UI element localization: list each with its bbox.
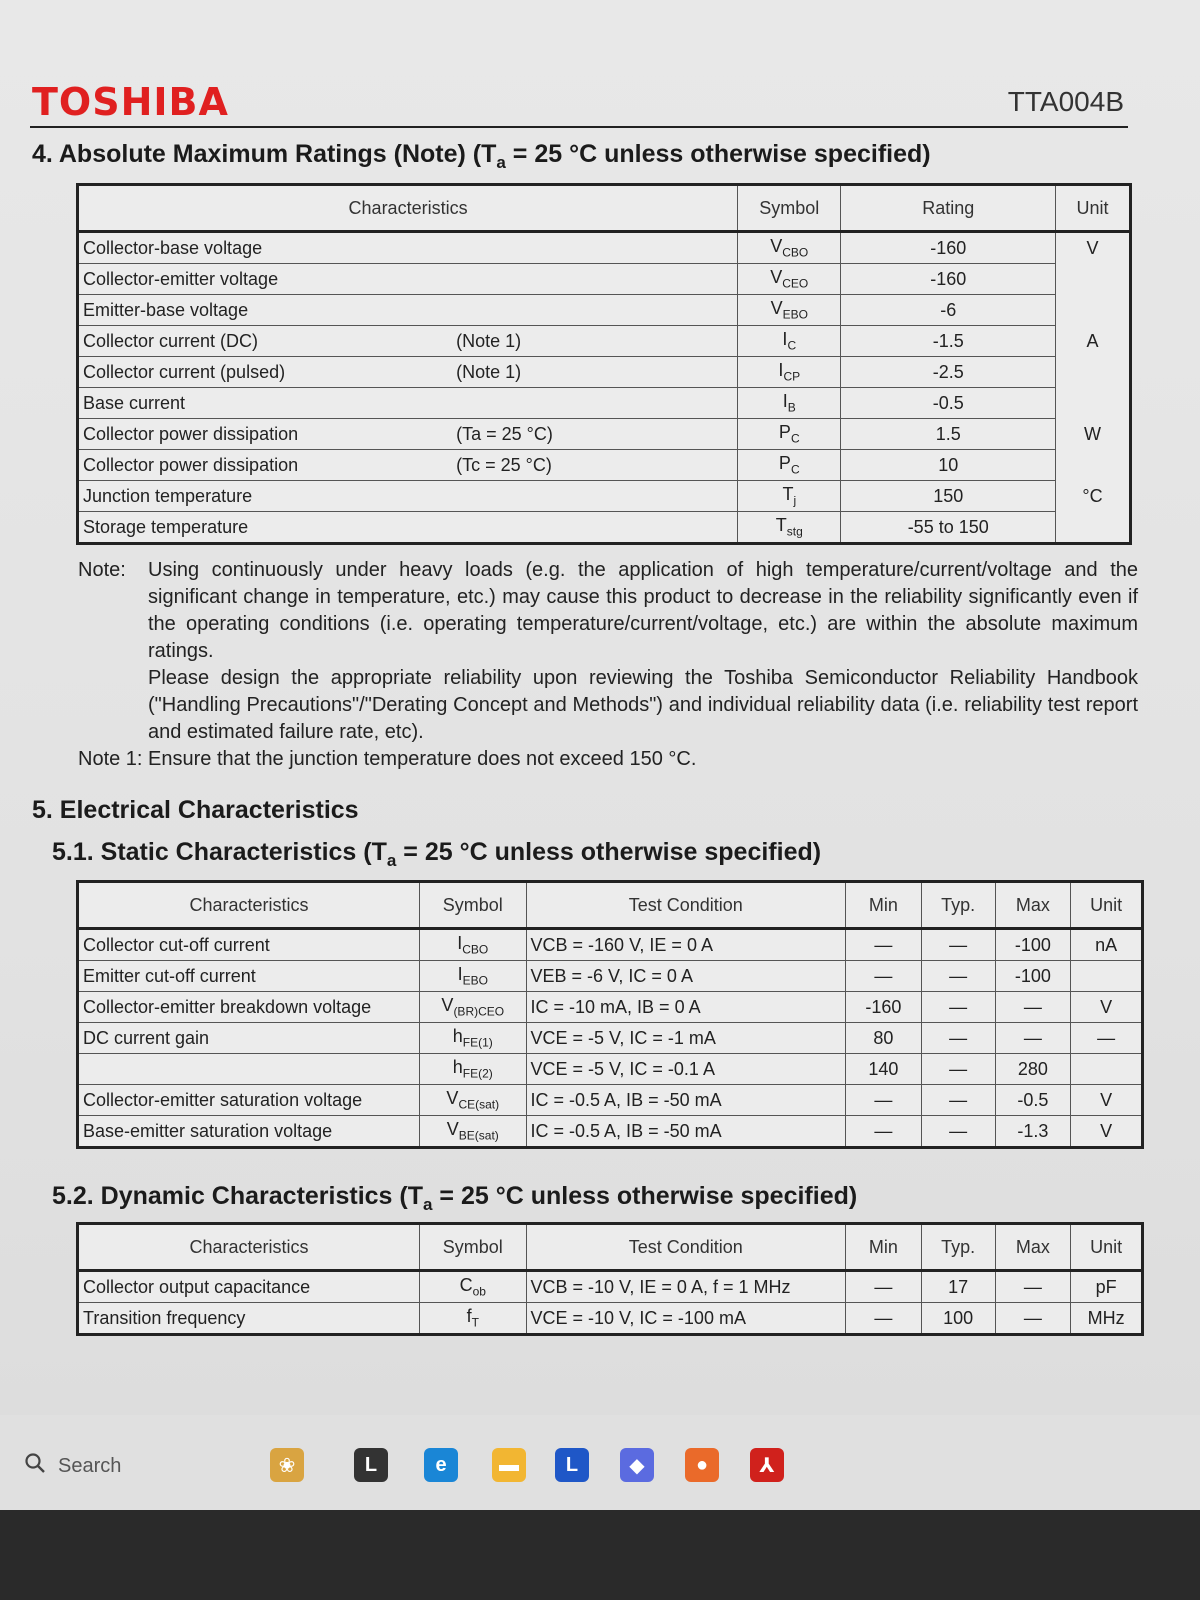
value-typ: — xyxy=(921,961,995,992)
symbol-main: P xyxy=(778,422,791,443)
section4-title: 4. Absolute Maximum Ratings (Note) ($T_a = 25$ °C unless otherwise specified) xyxy=(32,140,931,172)
value-max: — xyxy=(995,1271,1071,1303)
l-app-icon[interactable]: L xyxy=(354,1448,388,1482)
table-row xyxy=(78,1023,1143,1054)
symbol xyxy=(420,1271,527,1303)
table-row xyxy=(78,1054,1143,1085)
col-header: Characteristics xyxy=(78,882,420,929)
test-condition: VCB = -160 V, IE = 0 A xyxy=(526,929,846,961)
unit xyxy=(1056,512,1131,544)
value-typ: — xyxy=(921,929,995,961)
value-max: — xyxy=(995,992,1071,1023)
value-unit: — xyxy=(1071,1023,1143,1054)
value-max: -1.3 xyxy=(995,1116,1071,1148)
value-typ: — xyxy=(921,1054,995,1085)
char-name: Base current xyxy=(78,388,453,419)
symbol-main: I xyxy=(782,391,788,412)
symbol xyxy=(420,1085,527,1116)
symbol-main: V xyxy=(770,298,783,319)
symbol xyxy=(420,929,527,961)
value-max: -0.5 xyxy=(995,1085,1071,1116)
test-condition: IC = -10 mA, IB = 0 A xyxy=(526,992,846,1023)
value-min: — xyxy=(846,1303,922,1335)
test-condition: IC = -0.5 A, IB = -50 mA xyxy=(526,1085,846,1116)
rating-row xyxy=(78,419,1131,450)
char-condition xyxy=(452,232,738,264)
value-min: 140 xyxy=(846,1054,922,1085)
test-condition: VCB = -10 V, IE = 0 A, f = 1 MHz xyxy=(526,1271,846,1303)
value-min: — xyxy=(846,929,922,961)
rating-value: -160 xyxy=(841,264,1056,295)
char-name xyxy=(78,1054,420,1085)
char-name: Collector-base voltage xyxy=(78,232,453,264)
rating-value: 150 xyxy=(841,481,1056,512)
col-header: Symbol xyxy=(738,185,841,232)
symbol xyxy=(738,232,841,264)
symbol-sub: CE(sat) xyxy=(458,1097,500,1112)
col-header: Characteristics xyxy=(78,185,738,232)
symbol-sub: B xyxy=(787,400,796,415)
rating-value: 1.5 xyxy=(841,419,1056,450)
value-min: -160 xyxy=(846,992,922,1023)
value-min: 80 xyxy=(846,1023,922,1054)
edge-icon[interactable]: e xyxy=(424,1448,458,1482)
symbol xyxy=(738,419,841,450)
note-text: Using continuously under heavy loads (e.g. the application of high temperature/current/voltage and the significant change in temperature, etc.) may cause this product to decrease in the reliability significantly even if the operating conditions (i.e. operating temperature/current/voltage, etc.) are within the absolute maximum ratings. xyxy=(148,559,1138,662)
symbol-sub: C xyxy=(787,338,797,353)
value-unit: V xyxy=(1071,1116,1143,1148)
char-condition: (Note 1) xyxy=(452,326,738,357)
symbol-main: P xyxy=(778,453,791,474)
symbol-main: I xyxy=(457,933,463,954)
char-condition: (Ta = 25 °C) xyxy=(452,419,738,450)
symbol-sub: ob xyxy=(472,1284,486,1299)
brand-logo: TOSHIBA xyxy=(32,80,229,124)
symbol-main: V xyxy=(441,995,454,1016)
col-header: Rating xyxy=(841,185,1056,232)
rating-value: -1.5 xyxy=(841,326,1056,357)
value-typ: — xyxy=(921,1116,995,1148)
acrobat-icon[interactable]: ⅄ xyxy=(750,1448,784,1482)
taskbar-search[interactable] xyxy=(24,1452,121,1480)
rating-row xyxy=(78,232,1131,264)
symbol-main: T xyxy=(775,515,787,536)
col-header: Unit xyxy=(1071,1224,1143,1271)
symbol-main: T xyxy=(782,484,794,505)
rating-value: -160 xyxy=(841,232,1056,264)
char-name: Junction temperature xyxy=(78,481,453,512)
col-header: Characteristics xyxy=(78,1224,420,1271)
symbol-sub: CEO xyxy=(782,276,809,291)
char-name: Transition frequency xyxy=(78,1303,420,1335)
rating-row xyxy=(78,326,1131,357)
value-typ: — xyxy=(921,1023,995,1054)
col-header: Symbol xyxy=(420,1224,527,1271)
value-unit xyxy=(1071,1054,1143,1085)
char-name: Collector-emitter breakdown voltage xyxy=(78,992,420,1023)
symbol-sub: C xyxy=(790,431,800,446)
value-min: — xyxy=(846,1271,922,1303)
unit xyxy=(1056,357,1131,388)
symbol-sub: EBO xyxy=(782,307,808,322)
test-condition: VCE = -5 V, IC = -1 mA xyxy=(526,1023,846,1054)
symbol xyxy=(738,357,841,388)
search-icon xyxy=(24,1452,46,1480)
unit xyxy=(1056,388,1131,419)
rating-row xyxy=(78,481,1131,512)
rating-value: -55 to 150 xyxy=(841,512,1056,544)
unit xyxy=(1056,450,1131,481)
symbol xyxy=(420,992,527,1023)
section5-2-title: 5.2. Dynamic Characteristics ($T_a = 25$ °C unless otherwise specified) xyxy=(52,1182,858,1214)
char-condition: (Note 1) xyxy=(452,357,738,388)
note-text: Please design the appropriate reliability upon reviewing the Toshiba Semiconductor Reliability Handbook ("Handling Precautions"/"Derating Concept and Methods") and individual reliability data (i.e. reliability test report and estimated failure rate, etc). xyxy=(148,667,1138,743)
value-max: -100 xyxy=(995,929,1071,961)
char-name: DC current gain xyxy=(78,1023,420,1054)
symbol-main: C xyxy=(459,1275,473,1296)
symbol xyxy=(738,388,841,419)
table-row xyxy=(78,1271,1143,1303)
symbol-main: h xyxy=(452,1026,463,1047)
value-unit: V xyxy=(1071,992,1143,1023)
symbol-sub: C xyxy=(790,462,800,477)
table-row xyxy=(78,929,1143,961)
value-max: — xyxy=(995,1303,1071,1335)
char-name: Collector-emitter saturation voltage xyxy=(78,1085,420,1116)
note-label: Note: xyxy=(78,559,126,581)
rating-value: -0.5 xyxy=(841,388,1056,419)
symbol-main: V xyxy=(770,236,783,257)
value-typ: 17 xyxy=(921,1271,995,1303)
unit: °C xyxy=(1056,481,1131,512)
value-min: — xyxy=(846,1116,922,1148)
symbol-main: h xyxy=(452,1057,463,1078)
dynamic-characteristics-table xyxy=(76,1222,1144,1336)
symbol-sub: FE(1) xyxy=(462,1035,493,1050)
file-explorer-icon[interactable]: ▬ xyxy=(492,1448,526,1482)
symbol-main: I xyxy=(782,329,788,350)
char-condition xyxy=(452,512,738,544)
symbol-main: V xyxy=(770,267,783,288)
symbol xyxy=(738,264,841,295)
value-typ: — xyxy=(921,992,995,1023)
col-header: Unit xyxy=(1056,185,1131,232)
col-header: Typ. xyxy=(921,882,995,929)
char-name: Collector power dissipation xyxy=(78,419,453,450)
test-condition: VCE = -10 V, IC = -100 mA xyxy=(526,1303,846,1335)
value-min: — xyxy=(846,961,922,992)
static-characteristics-table xyxy=(76,880,1144,1149)
absolute-max-ratings-table xyxy=(76,183,1132,545)
symbol-sub: EBO xyxy=(462,973,488,988)
l-blue-app-icon[interactable]: L xyxy=(555,1448,589,1482)
header-rule xyxy=(30,126,1128,128)
table-row xyxy=(78,1116,1143,1148)
col-header: Max xyxy=(995,1224,1071,1271)
section5-title: 5. Electrical Characteristics xyxy=(32,796,359,824)
symbol-sub: FE(2) xyxy=(462,1066,493,1081)
char-name: Collector current (DC) xyxy=(78,326,453,357)
copilot-icon[interactable]: ◆ xyxy=(620,1448,654,1482)
value-max: — xyxy=(995,1023,1071,1054)
symbol-sub: CBO xyxy=(782,245,809,260)
rating-row xyxy=(78,264,1131,295)
col-header: Test Condition xyxy=(526,1224,846,1271)
symbol xyxy=(738,326,841,357)
symbol-main: V xyxy=(446,1088,459,1109)
table-row xyxy=(78,961,1143,992)
char-condition: (Tc = 25 °C) xyxy=(452,450,738,481)
value-typ: 100 xyxy=(921,1303,995,1335)
char-name: Collector power dissipation xyxy=(78,450,453,481)
symbol xyxy=(420,1054,527,1085)
char-condition xyxy=(452,388,738,419)
symbol xyxy=(738,481,841,512)
table-row xyxy=(78,1085,1143,1116)
rating-value: 10 xyxy=(841,450,1056,481)
char-name: Storage temperature xyxy=(78,512,453,544)
value-min: — xyxy=(846,1085,922,1116)
table-row xyxy=(78,1303,1143,1335)
rating-row xyxy=(78,450,1131,481)
test-condition: VCE = -5 V, IC = -0.1 A xyxy=(526,1054,846,1085)
symbol xyxy=(738,450,841,481)
symbol xyxy=(420,1303,527,1335)
symbol xyxy=(738,512,841,544)
symbol xyxy=(420,961,527,992)
char-name: Emitter cut-off current xyxy=(78,961,420,992)
rating-value: -2.5 xyxy=(841,357,1056,388)
firefox-icon[interactable]: ● xyxy=(685,1448,719,1482)
col-header: Symbol xyxy=(420,882,527,929)
symbol-sub: (BR)CEO xyxy=(453,1004,505,1019)
char-name: Collector current (pulsed) xyxy=(78,357,453,388)
value-max: 280 xyxy=(995,1054,1071,1085)
value-unit: nA xyxy=(1071,929,1143,961)
symbol-main: V xyxy=(446,1119,459,1140)
symbol xyxy=(420,1116,527,1148)
rating-value: -6 xyxy=(841,295,1056,326)
char-name: Collector cut-off current xyxy=(78,929,420,961)
test-condition: IC = -0.5 A, IB = -50 mA xyxy=(526,1116,846,1148)
char-name: Emitter-base voltage xyxy=(78,295,453,326)
section5-1-title: 5.1. Static Characteristics ($T_a = 25$ °C unless otherwise specified) xyxy=(52,838,822,870)
symbol xyxy=(420,1023,527,1054)
symbol-sub: stg xyxy=(786,524,803,539)
symbol-sub: CP xyxy=(783,369,801,384)
char-name: Collector-emitter voltage xyxy=(78,264,453,295)
note-1: Note 1: Ensure that the junction temperature does not exceed 150 °C. xyxy=(78,748,697,770)
value-unit xyxy=(1071,961,1143,992)
unit: A xyxy=(1056,326,1131,357)
col-header: Min xyxy=(846,1224,922,1271)
char-condition xyxy=(452,264,738,295)
col-header: Min xyxy=(846,882,922,929)
symbol xyxy=(738,295,841,326)
rating-row xyxy=(78,357,1131,388)
value-max: -100 xyxy=(995,961,1071,992)
char-name: Base-emitter saturation voltage xyxy=(78,1116,420,1148)
symbol-sub: j xyxy=(793,493,797,508)
part-number: TTA004B xyxy=(1007,86,1124,117)
rating-row xyxy=(78,512,1131,544)
col-header: Unit xyxy=(1071,882,1143,929)
table-row xyxy=(78,992,1143,1023)
rating-row xyxy=(78,388,1131,419)
unit xyxy=(1056,295,1131,326)
col-header: Test Condition xyxy=(526,882,846,929)
value-typ: — xyxy=(921,1085,995,1116)
char-condition xyxy=(452,481,738,512)
char-name: Collector output capacitance xyxy=(78,1271,420,1303)
col-header: Max xyxy=(995,882,1071,929)
taskbar xyxy=(0,1415,1200,1510)
unit: V xyxy=(1056,232,1131,264)
search-placeholder: Search xyxy=(58,1454,122,1477)
rating-row xyxy=(78,295,1131,326)
value-unit: MHz xyxy=(1071,1303,1143,1335)
notes xyxy=(78,557,1138,773)
value-unit: pF xyxy=(1071,1271,1143,1303)
symbol-main: I xyxy=(778,360,784,381)
test-condition: VEB = -6 V, IC = 0 A xyxy=(526,961,846,992)
widgets-icon[interactable]: ❀ xyxy=(270,1448,304,1482)
char-condition xyxy=(452,295,738,326)
value-unit: V xyxy=(1071,1085,1143,1116)
col-header: Typ. xyxy=(921,1224,995,1271)
symbol-main: f xyxy=(466,1306,472,1327)
symbol-sub: T xyxy=(471,1315,479,1330)
symbol-sub: CBO xyxy=(462,942,489,957)
symbol-main: I xyxy=(457,964,463,985)
symbol-sub: BE(sat) xyxy=(458,1128,499,1143)
unit xyxy=(1056,264,1131,295)
unit: W xyxy=(1056,419,1131,450)
